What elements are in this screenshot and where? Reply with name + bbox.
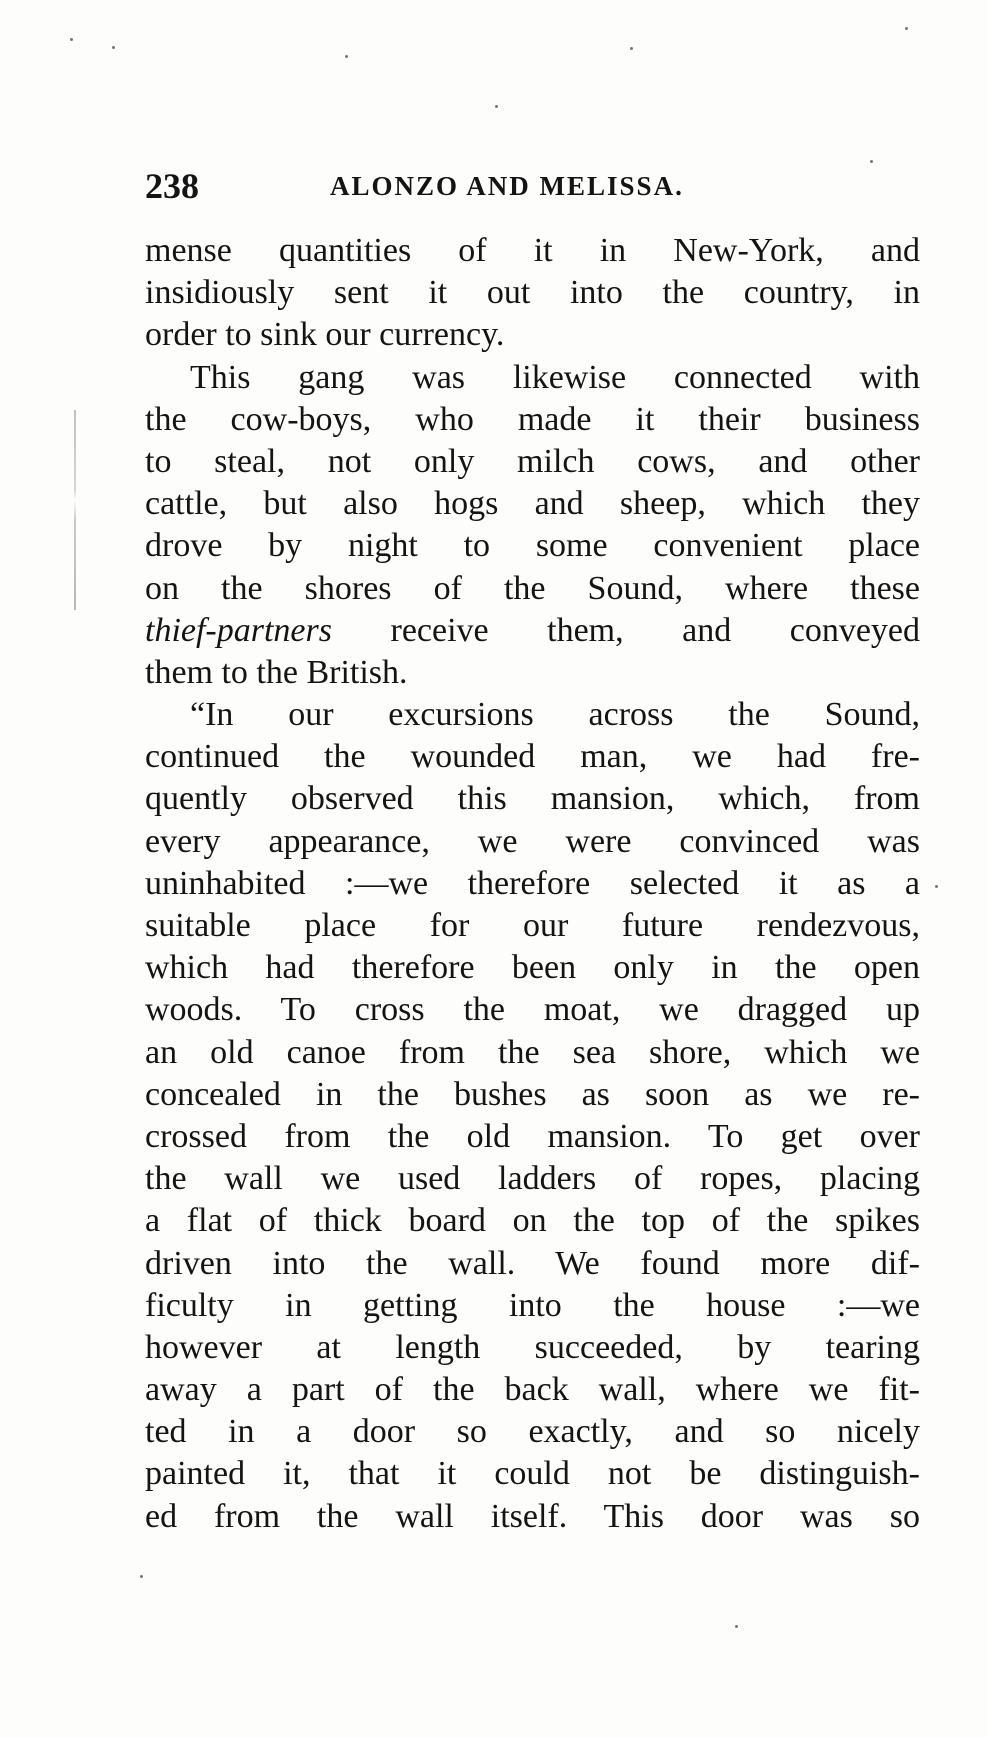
text-line: This gang was likewise connected with — [190, 358, 920, 396]
text-line: ficulty in getting into the house :—we — [145, 1286, 920, 1324]
page-number: 238 — [145, 166, 199, 206]
text-line-remainder: receive them, and conveyed — [390, 611, 921, 649]
text-line: them to the British. — [145, 653, 408, 691]
paper-speck — [140, 1575, 143, 1578]
text-line: drove by night to some convenient place — [145, 527, 920, 565]
text-line: order to sink our currency. — [145, 316, 505, 354]
paper-speck — [870, 160, 873, 163]
text-line: however at length succeeded, by tearing — [145, 1328, 920, 1366]
text-line: to steal, not only milch cows, and other — [145, 442, 920, 480]
paper-speck — [935, 885, 938, 888]
paper-speck — [112, 46, 115, 49]
running-head: ALONZO AND MELISSA. — [330, 171, 684, 201]
text-line: away a part of the back wall, where we fit- — [145, 1371, 920, 1409]
paper-speck — [630, 47, 633, 50]
text-line: woods. To cross the moat, we dragged up — [145, 991, 920, 1029]
text-line: cattle, but also hogs and sheep, which they — [145, 485, 920, 523]
text-line: mense quantities of it in New-York, and — [145, 232, 920, 269]
paper-speck — [735, 1625, 738, 1628]
text-line: “In our excursions across the Sound, — [190, 696, 920, 734]
text-line: an old canoe from the sea shore, which we — [145, 1033, 920, 1071]
text-line: ted in a door so exactly, and so nicely — [145, 1413, 920, 1451]
text-line: a flat of thick board on the top of the spikes — [145, 1202, 920, 1240]
text-line: ed from the wall itself. This door was so — [145, 1497, 920, 1535]
text-line: driven into the wall. We found more dif- — [145, 1244, 920, 1282]
text-line: suitable place for our future rendezvous, — [145, 907, 920, 944]
body-text — [145, 230, 920, 1538]
page-header — [145, 165, 925, 215]
paper-speck — [905, 27, 908, 30]
paper-speck — [345, 55, 348, 58]
italic-phrase: thief-partners — [145, 611, 332, 649]
text-line: concealed in the bushes as soon as we re- — [145, 1075, 920, 1113]
text-line: crossed from the old mansion. To get over — [145, 1117, 920, 1155]
text-line: the wall we used ladders of ropes, placing — [145, 1160, 920, 1198]
text-line: insidiously sent it out into the country, in — [145, 274, 920, 312]
text-line: on the shores of the Sound, where these — [145, 569, 920, 607]
paper-speck — [495, 105, 498, 108]
text-line: the cow-boys, who made it their business — [145, 400, 920, 438]
text-line: uninhabited :—we therefore selected it as a — [145, 864, 920, 902]
paper-speck — [70, 38, 73, 41]
text-line: which had therefore been only in the open — [145, 949, 920, 987]
margin-pencil-mark — [74, 410, 76, 610]
text-line: every appearance, we were convinced was — [145, 822, 920, 860]
text-line: quently observed this mansion, which, from — [145, 780, 920, 818]
text-line: continued the wounded man, we had fre- — [145, 738, 920, 776]
text-line-with-italic — [145, 610, 920, 652]
text-line: painted it, that it could not be distinguish- — [145, 1455, 920, 1493]
